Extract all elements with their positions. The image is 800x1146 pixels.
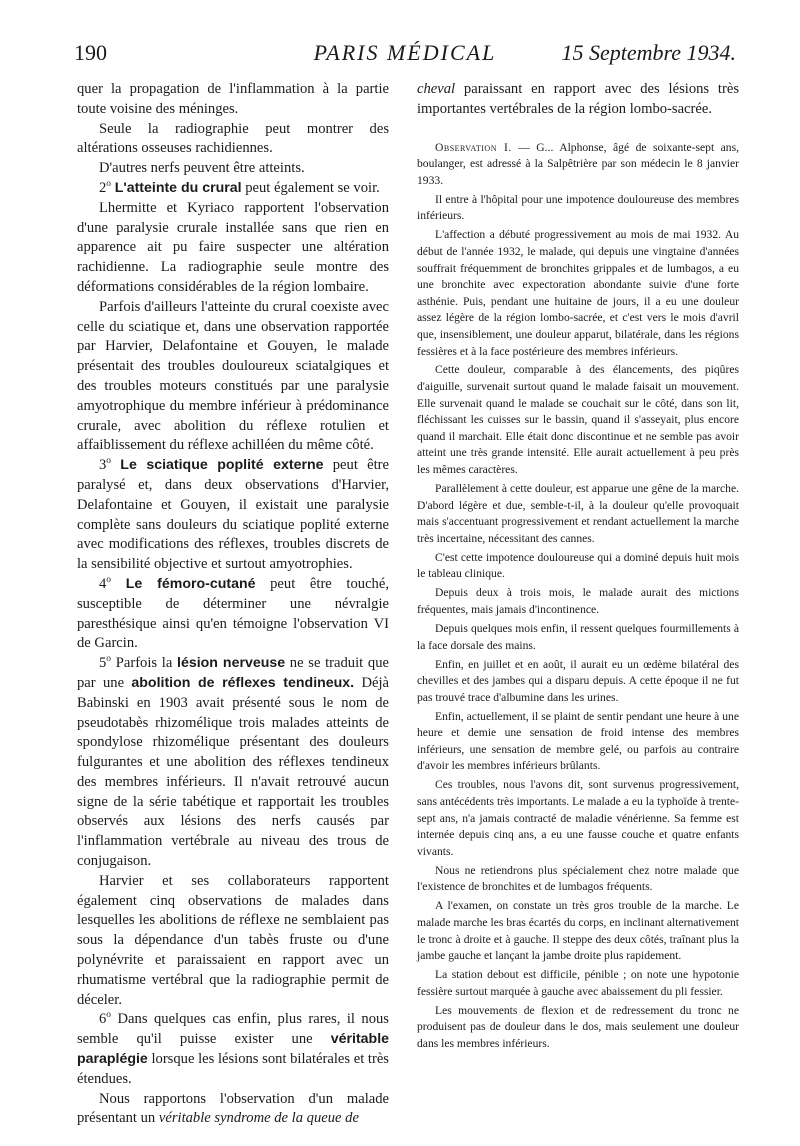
- paragraph: Les mouvements de flexion et de redressement du tronc ne produisent pas de douleur dans le dos, mais seulement une douleur dans les membres inférieurs.: [417, 1003, 739, 1050]
- section-text: lorsque les lésions sont bilatérales et très étendues.: [77, 1051, 389, 1087]
- paragraph: L'affection a débuté progressivement au mois de mai 1932. Au début de l'année 1932, le malade, qui depuis une vingtaine d'années souffrait fréquemment de bronchites grippales et de lumbagos, a eu une bronchite avec expectoration abondante suivie d'une forte asthénie. Puis, pendant une huitaine de jours, il a eu une douleur assez légère de la région lombo-sacrée, et c'est vers le mois d'avril que, insensiblement, une douleur apparut, bilatérale, dans les régions fessières et à la face postérieure des membres inférieurs.: [417, 228, 739, 358]
- paragraph: Seule la radiographie peut montrer des altérations osseuses rachidiennes.: [77, 120, 389, 157]
- journal-title: PARIS MÉDICAL: [313, 40, 497, 65]
- paragraph: Parallèlement à cette douleur, est apparue une gêne de la marche. D'abord légère et due, semble-t-il, à la douleur qu'elle provoquait mais s'accentuant progressivement et rendant actuellement la marche très incertaine, nécessitant des cannes.: [417, 482, 739, 545]
- paragraph: Lhermitte et Kyriaco rapportent l'observation d'une paralysie crurale installée sans que rien en apparence ait pu faire suspecter une altération rachidienne. La radiographie seule montre des déformations considérables de la région lombaire.: [77, 199, 389, 295]
- paragraph: quer la propagation de l'inflammation à la partie toute voisine des méninges.: [77, 81, 389, 117]
- paragraph-text: paraissant en rapport avec des lésions très importantes vertébrales de la région lombo-sacrée.: [417, 81, 739, 117]
- section-text: Parfois la: [111, 655, 178, 672]
- paragraph: Enfin, en juillet et en août, il aurait eu un œdème bilatéral des chevilles et des jambes qui a disparu depuis. A cette époque il ne fut pas trouvé trace d'albumine dans les urines.: [417, 657, 739, 704]
- section-title: lésion nerveuse: [177, 655, 286, 672]
- section-number: 5: [99, 655, 107, 672]
- paragraph: Nous ne retiendrons plus spécialement chez notre malade que l'existence de bronchites et de lumbagos fréquents.: [417, 863, 739, 894]
- continued-paragraph: [417, 80, 739, 120]
- right-column: [417, 80, 739, 1053]
- paragraph: Parfois d'ailleurs l'atteinte du crural coexiste avec celle du sciatique et, dans une observation rapportée par Harvier, Delafontaine et Gouyen, le malade présentait des troubles douloureux sciatalgiques et des troubles moteurs constitués par une paralysie amyotrophique du membre inférieur à prédominance crurale, avec abolition du réflexe rotulien et affaiblissement du réflexe achilléen du même côté.: [77, 298, 389, 454]
- italic-text: véritable syndrome de la queue de: [158, 1110, 359, 1127]
- section-number: 4: [99, 575, 107, 592]
- section-title: L'atteinte du crural: [114, 179, 242, 196]
- section-number: 3: [99, 457, 107, 474]
- paragraph: Cette douleur, comparable à des élancements, des piqûres d'aiguille, survenait surtout quand le malade faisait un mouvement. Elle survenait quand le malade se couchait sur le côté, dans son lit, fléchissant les cuisses sur le bassin, quand il s'asseyait, plus encore quand il marchait. Elle était donc discontinue et ne semble pas avoir atteint une très grande intensité. Elle aurait actuellement à peu près les mêmes caractères.: [417, 363, 739, 477]
- section-text: peut également se voir.: [241, 179, 380, 196]
- observation-block: [417, 140, 739, 1053]
- paragraph: Ces troubles, nous l'avons dit, sont survenus progressivement, sans antécédents très importants. Le malade a eu la typhoïde à trente-sept ans, n'a jamais contracté de maladie vénérienne. Sa femme est internée depuis cinq ans, a eu une fausse couche et quatre enfants vivants.: [417, 778, 739, 858]
- paragraph: [417, 80, 739, 120]
- paragraph: [77, 1090, 389, 1130]
- section-3: 3$^o$ Le sciatique poplité externe peut être paralysé et, dans deux observations d'Harvier, Delafontaine et Gouyen, il existait une paralysie complète sans douleurs du sciatique poplité externe avec modifications des réflexes, troubles discrets de la sensibilité objective et surtout amyotrophies.: [77, 456, 389, 573]
- section-number: 6: [99, 1011, 107, 1028]
- observation-text: — G... Alphonse, âgé de soixante-sept ans, boulanger, est adressé à la Salpêtrière par son médecin le 8 janvier 1933.: [417, 140, 740, 187]
- paragraph: Il entre à l'hôpital pour une impotence douloureuse des membres inférieurs.: [417, 192, 739, 223]
- section-text: ne se traduit que par une: [77, 655, 389, 691]
- page-header: [74, 40, 736, 74]
- observation-label: Observation I.: [435, 140, 512, 154]
- section-text: Déjà Babinski en 1903 avait présenté sous le nom de pseudotabès rhizomélique trois malades atteints de spondylose rhizomélique présentant des douleurs fulgurantes et une abolition des réflexes tendineux des membres inférieurs. Il n'avait retrouvé aucun signe de la série tabétique et rapportait les troubles observés aux lésions des nerfs causés par l'inflammation vertébrale au niveau des trous de conjugaison.: [77, 674, 390, 870]
- paragraph-text: Nous rapportons l'observation d'un malade présentant un: [77, 1090, 389, 1127]
- paragraph: A l'examen, on constate un très gros trouble de la marche. Le malade marche les bras écartés du corps, en inclinant alternativement le tronc à droite et à gauche. Il steppe des deux côtés, traînant plus la jambe gauche et lançant la jambe droite plus rapidement.: [417, 899, 739, 963]
- section-title: abolition de réflexes tendineux.: [131, 674, 355, 691]
- section-text: peut être paralysé et, dans deux observations d'Harvier, Delafontaine et Gouyen, il existait une paralysie complète sans douleurs du sciatique poplité externe avec modifications des réflexes, troubles discrets de la sensibilité objective et surtout amyotrophies.: [77, 457, 389, 573]
- paragraph: Harvier et ses collaborateurs rapportent également cinq observations de malades dans lesquelles les abolitions de réflexe ne semblaient pas sous la dépendance d'un tabès fruste ou d'une polynévrite et paraissaient en rapport avec un rhumatisme vertébral que la radiographie permit de déceler.: [77, 872, 389, 1008]
- paragraph: Enfin, actuellement, il se plaint de sentir pendant une heure à une heure et demie une sensation de froid intense des membres inférieurs, une sensation de membre gelé, ou parfois au contraire d'avoir les membres inférieurs brûlants.: [417, 709, 739, 773]
- paragraph: D'autres nerfs peuvent être atteints.: [99, 160, 305, 177]
- section-2: 2$^o$ L'atteinte du crural peut également se voir.: [99, 179, 380, 196]
- section-4: 4$^o$ Le fémoro-cutané peut être touché, susceptible de déterminer une névralgie paresthésique ainsi qu'en témoigne l'observation VI de Garcin.: [77, 575, 389, 652]
- left-column: [77, 80, 389, 1129]
- section-title: Le fémoro-cutané: [125, 575, 256, 592]
- section-number: 2: [99, 179, 107, 196]
- section-text: Dans quelques cas enfin, plus rares, il nous semble qu'il puisse exister une: [77, 1011, 389, 1048]
- section-title: véritable paraplégie: [77, 1031, 389, 1068]
- paragraph: Depuis deux à trois mois, le malade aurait des mictions fréquentes, mais jamais d'incontinence.: [417, 586, 739, 616]
- page-number: 190: [74, 40, 107, 65]
- paragraph: C'est cette impotence douloureuse qui a dominé depuis huit mois le tableau clinique.: [417, 550, 739, 581]
- paragraph: Depuis quelques mois enfin, il ressent quelques fourmillements à la face dorsale des mains.: [417, 621, 739, 652]
- issue-date: 15 Septembre 1934.: [561, 40, 736, 65]
- section-6: 6$^o$ Dans quelques cas enfin, plus rares, il nous semble qu'il puisse exister une véritable paraplégie lorsque les lésions sont bilatérales et très étendues.: [77, 1010, 389, 1087]
- paragraph: La station debout est difficile, pénible ; on note une hypotonie fessière surtout marquée à gauche avec abaissement du pli fessier.: [417, 968, 739, 998]
- italic-text: cheval: [417, 81, 456, 97]
- observation-heading: [417, 140, 739, 190]
- section-text: peut être touché, susceptible de déterminer une névralgie paresthésique ainsi qu'en témoigne l'observation VI de Garcin.: [77, 575, 389, 652]
- section-title: Le sciatique poplité externe: [120, 457, 324, 474]
- section-5: 5$^o$ Parfois la lésion nerveuse ne se traduit que par une abolition de réflexes tendineux. Déjà Babinski en 1903 avait présenté sous le nom de pseudotabès rhizomélique trois malades atteints de spondylose rhizomélique présentant des douleurs fulgurantes et une abolition des réflexes tendineux des membres inférieurs. Il n'avait retrouvé aucun signe de la série tabétique et rapportait les troubles observés aux lésions des nerfs causés par l'inflammation vertébrale au niveau des trous de conjugaison.: [77, 654, 390, 870]
